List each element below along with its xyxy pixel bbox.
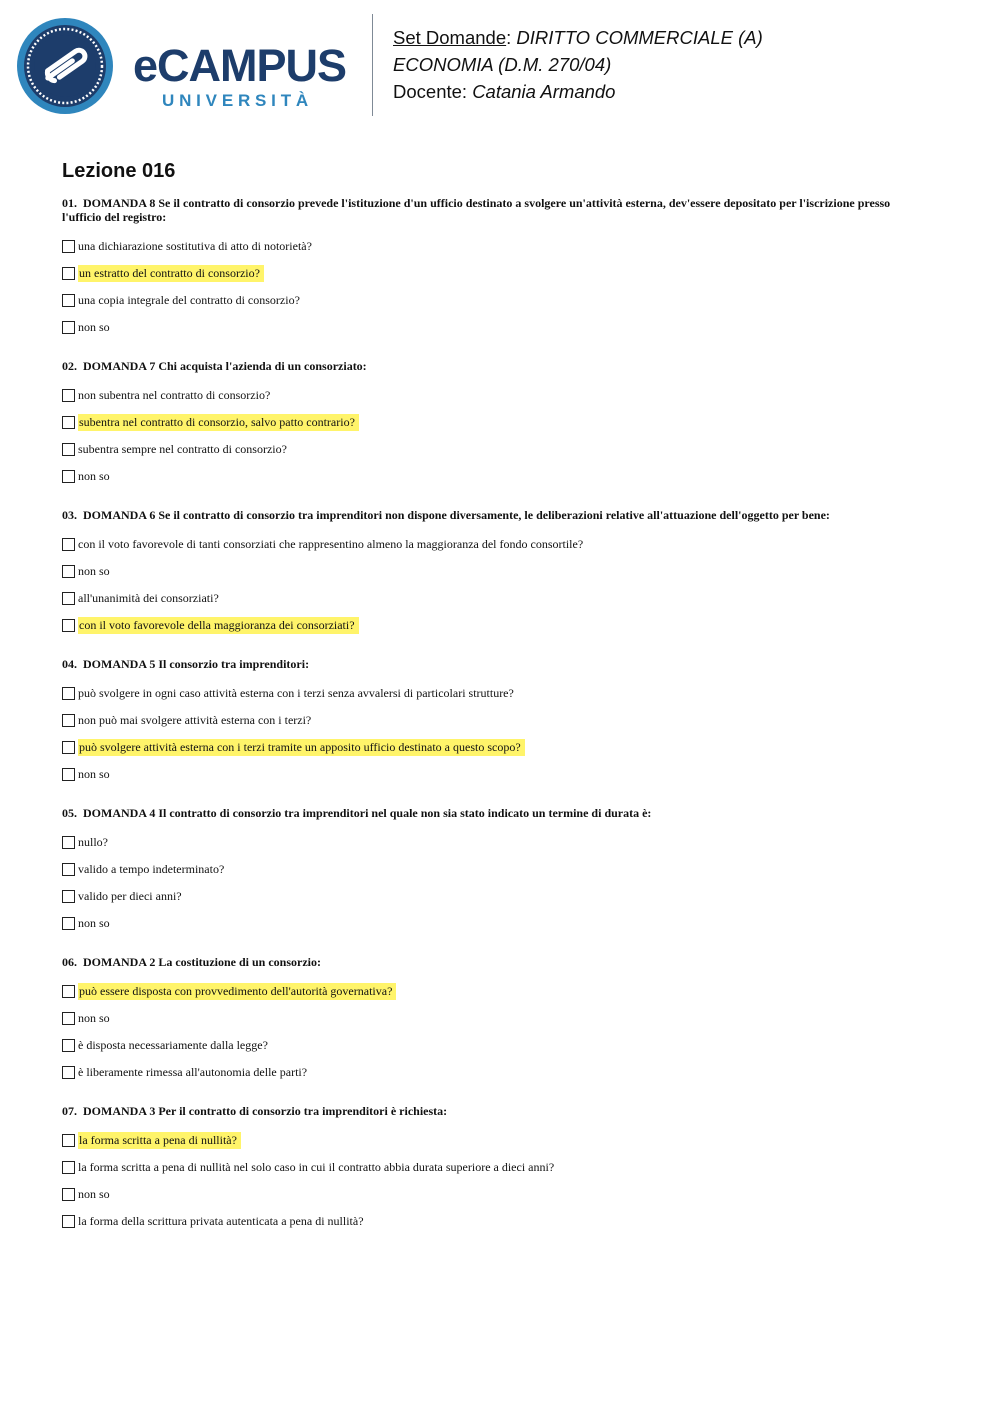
question-2	[62, 359, 922, 490]
answer-option[interactable]	[62, 856, 922, 883]
answer-label: può svolgere attività esterna con i terzi tramite un apposito ufficio destinato a questo scopo?	[78, 739, 525, 756]
set-line: Set Domande: DIRITTO COMMERCIALE (A)	[393, 27, 763, 48]
answer-checkbox[interactable]	[62, 294, 75, 307]
answer-option[interactable]	[62, 1059, 922, 1086]
answer-checkbox[interactable]	[62, 985, 75, 998]
question-text	[62, 508, 922, 522]
answer-label: è disposta necessariamente dalla legge?	[78, 1038, 268, 1052]
answer-label: valido per dieci anni?	[78, 889, 182, 903]
answer-checkbox[interactable]	[62, 836, 75, 849]
answer-checkbox[interactable]	[62, 1134, 75, 1147]
answer-checkbox[interactable]	[62, 416, 75, 429]
answer-option[interactable]	[62, 680, 922, 707]
question-number: 06.	[62, 955, 77, 969]
answer-option[interactable]	[62, 829, 922, 856]
answer-label: la forma scritta a pena di nullità?	[78, 1132, 241, 1149]
answer-label: con il voto favorevole di tanti consorziati che rappresentino almeno la maggioranza del fondo consortile?	[78, 537, 584, 551]
answer-option[interactable]	[62, 1005, 922, 1032]
answer-option[interactable]	[62, 558, 922, 585]
brand-name: eCAMPUS	[133, 40, 347, 91]
answer-label: può essere disposta con provvedimento dell'autorità governativa?	[78, 983, 396, 1000]
answer-label: all'unanimità dei consorziati?	[78, 591, 219, 605]
answer-label: non so	[78, 916, 110, 930]
answer-option[interactable]	[62, 314, 922, 341]
answer-option[interactable]	[62, 463, 922, 490]
question-5	[62, 806, 922, 937]
teacher-line: Docente: Catania Armando	[393, 81, 616, 102]
answer-option[interactable]	[62, 585, 922, 612]
answer-checkbox[interactable]	[62, 443, 75, 456]
answer-option[interactable]	[62, 612, 922, 639]
answer-option[interactable]	[62, 734, 922, 761]
answer-checkbox[interactable]	[62, 714, 75, 727]
answer-option[interactable]	[62, 910, 922, 937]
answer-checkbox[interactable]	[62, 1039, 75, 1052]
answer-option[interactable]	[62, 436, 922, 463]
brand-subtitle: UNIVERSITÀ	[162, 91, 313, 110]
answer-checkbox[interactable]	[62, 917, 75, 930]
question-number: 03.	[62, 508, 77, 522]
answer-checkbox[interactable]	[62, 1066, 75, 1079]
answer-checkbox[interactable]	[62, 1161, 75, 1174]
answer-option[interactable]	[62, 1127, 922, 1154]
teacher-name: Catania Armando	[472, 81, 616, 102]
answer-checkbox[interactable]	[62, 768, 75, 781]
answer-checkbox[interactable]	[62, 1188, 75, 1201]
question-number: 02.	[62, 359, 77, 373]
question-body: DOMANDA 2 La costituzione di un consorzio:	[83, 955, 321, 969]
answer-label: una dichiarazione sostitutiva di atto di notorietà?	[78, 239, 312, 253]
answer-option[interactable]	[62, 1032, 922, 1059]
answer-option[interactable]	[62, 1208, 922, 1235]
course-name: ECONOMIA (D.M. 270/04)	[393, 54, 612, 75]
answer-label: non so	[78, 469, 110, 483]
answer-option[interactable]	[62, 233, 922, 260]
answer-label: non so	[78, 320, 110, 334]
set-value: DIRITTO COMMERCIALE (A)	[516, 27, 763, 48]
answer-checkbox[interactable]	[62, 592, 75, 605]
answer-label: subentra nel contratto di consorzio, salvo patto contrario?	[78, 414, 359, 431]
answer-label: non subentra nel contratto di consorzio?	[78, 388, 271, 402]
answer-checkbox[interactable]	[62, 565, 75, 578]
answer-checkbox[interactable]	[62, 619, 75, 632]
set-label: Set Domande	[393, 27, 507, 48]
answer-option[interactable]	[62, 883, 922, 910]
question-text	[62, 955, 922, 969]
answer-label: valido a tempo indeterminato?	[78, 862, 225, 876]
answer-label: non so	[78, 564, 110, 578]
answer-label: con il voto favorevole della maggioranza dei consorziati?	[78, 617, 359, 634]
ecampus-logo-icon	[14, 16, 116, 116]
header-divider	[372, 14, 373, 116]
answer-checkbox[interactable]	[62, 321, 75, 334]
answer-label: subentra sempre nel contratto di consorzio?	[78, 442, 287, 456]
answer-checkbox[interactable]	[62, 267, 75, 280]
answer-label: una copia integrale del contratto di consorzio?	[78, 293, 300, 307]
answer-option[interactable]	[62, 707, 922, 734]
answer-option[interactable]	[62, 382, 922, 409]
question-text	[62, 1104, 922, 1118]
answer-checkbox[interactable]	[62, 389, 75, 402]
question-number: 07.	[62, 1104, 77, 1118]
question-3	[62, 508, 922, 639]
question-4	[62, 657, 922, 788]
answer-label: nullo?	[78, 835, 108, 849]
answer-option[interactable]	[62, 260, 922, 287]
question-number: 04.	[62, 657, 77, 671]
question-6	[62, 955, 922, 1086]
answer-option[interactable]	[62, 1154, 922, 1181]
answer-label: un estratto del contratto di consorzio?	[78, 265, 264, 282]
answer-checkbox[interactable]	[62, 538, 75, 551]
answer-label: non so	[78, 767, 110, 781]
question-text	[62, 359, 922, 373]
answer-option[interactable]	[62, 761, 922, 788]
course-line	[393, 51, 763, 78]
answer-label: la forma scritta a pena di nullità nel solo caso in cui il contratto abbia durata superiore a dieci anni?	[78, 1160, 555, 1174]
question-body: DOMANDA 7 Chi acquista l'azienda di un consorziato:	[83, 359, 367, 373]
question-number: 01.	[62, 196, 77, 210]
page-header	[0, 0, 1000, 130]
answer-label: la forma della scrittura privata autenticata a pena di nullità?	[78, 1214, 364, 1228]
brand-wordmark	[133, 40, 347, 110]
answer-label: può svolgere in ogni caso attività esterna con i terzi senza avvalersi di particolari strutture?	[78, 686, 514, 700]
question-body: DOMANDA 3 Per il contratto di consorzio tra imprenditori è richiesta:	[83, 1104, 448, 1118]
answer-checkbox[interactable]	[62, 1012, 75, 1025]
question-1	[62, 196, 922, 341]
answer-checkbox[interactable]	[62, 863, 75, 876]
lesson-title: Lezione 016	[62, 160, 176, 182]
question-body: DOMANDA 8 Se il contratto di consorzio prevede l'istituzione d'un ufficio destinato a svolgere un'attività esterna, dev'essere depositato per l'iscrizione presso l'ufficio del registro:	[62, 196, 891, 224]
answer-checkbox[interactable]	[62, 687, 75, 700]
question-body: DOMANDA 4 Il contratto di consorzio tra imprenditori nel quale non sia stato indicato un termine di durata è:	[83, 806, 652, 820]
answer-checkbox[interactable]	[62, 890, 75, 903]
answer-label: non so	[78, 1187, 110, 1201]
teacher-label: Docente	[393, 81, 462, 102]
question-7	[62, 1104, 922, 1235]
document-info	[393, 24, 763, 105]
answer-option[interactable]	[62, 1181, 922, 1208]
question-body: DOMANDA 5 Il consorzio tra imprenditori:	[83, 657, 310, 671]
answer-option[interactable]	[62, 409, 922, 436]
answer-option[interactable]	[62, 531, 922, 558]
question-number: 05.	[62, 806, 77, 820]
answer-label: non può mai svolgere attività esterna con i terzi?	[78, 713, 312, 727]
question-body: DOMANDA 6 Se il contratto di consorzio tra imprenditori non dispone diversamente, le deliberazioni relative all'attuazione dell'oggetto per bene:	[83, 508, 830, 522]
answer-checkbox[interactable]	[62, 470, 75, 483]
answer-label: non so	[78, 1011, 110, 1025]
question-text	[62, 196, 922, 224]
question-text	[62, 806, 922, 820]
answer-checkbox[interactable]	[62, 240, 75, 253]
question-text	[62, 657, 922, 671]
answer-label: è liberamente rimessa all'autonomia delle parti?	[78, 1065, 308, 1079]
answer-option[interactable]	[62, 978, 922, 1005]
question-list	[62, 196, 922, 1253]
answer-checkbox[interactable]	[62, 741, 75, 754]
answer-checkbox[interactable]	[62, 1215, 75, 1228]
answer-option[interactable]	[62, 287, 922, 314]
